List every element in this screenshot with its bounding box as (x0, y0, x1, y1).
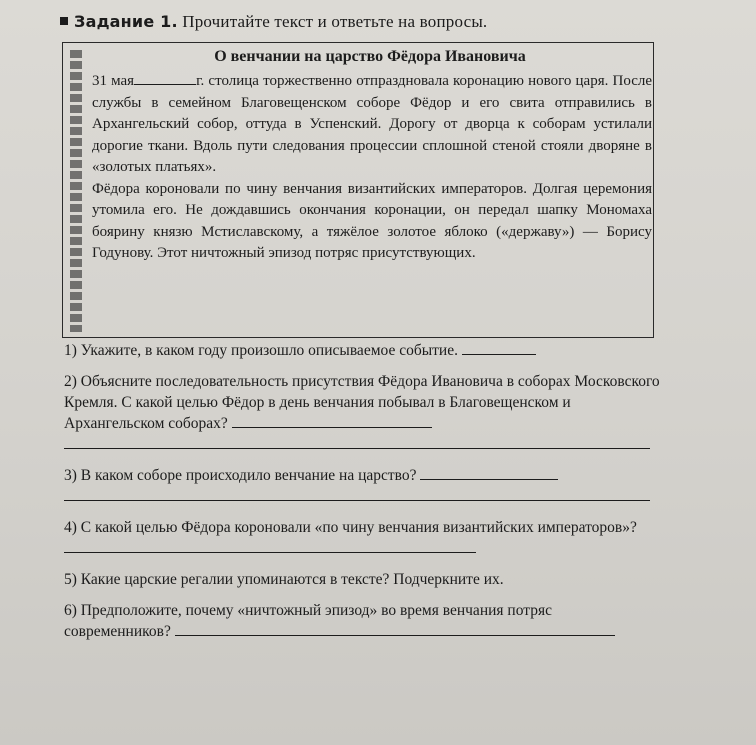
question-3 (64, 465, 662, 486)
frame-stripe-decoration (70, 50, 82, 332)
question-4-text: 4) С какой целью Фёдора короновали «по чину венчания византийских императоров»? (64, 519, 637, 536)
question-1-text: 1) Укажите, в каком году произошло описываемое событие. (64, 342, 458, 359)
task-instruction: Прочитайте текст и ответьте на вопросы. (182, 12, 488, 31)
question-1 (64, 340, 662, 361)
reading-paragraph-1-text: г. столица торжественно отпраздновала коронацию нового царя. После службы в семейном Благовещенском соборе Фёдор и его свита отправились в Архангельский собор, оттуда в Успенский. Дорогу от дворца к соборам устилали дорогие ткани. Вдоль пути следования процессии сплошной стеной стояли дворяне в «золотых платьях». (92, 73, 652, 175)
reading-title: О венчании на царство Фёдора Ивановича (214, 48, 526, 65)
answer-3-blank[interactable] (420, 465, 558, 480)
answer-6-blank[interactable] (175, 621, 615, 636)
question-5-text: 5) Какие царские регалии упоминаются в тексте? Подчеркните их. (64, 571, 504, 588)
answer-1-blank[interactable] (462, 340, 536, 355)
reading-paragraph-1 (92, 70, 652, 179)
question-5 (64, 569, 662, 590)
question-2 (64, 371, 662, 434)
year-blank[interactable] (134, 70, 196, 85)
question-2-text: 2) Объясните последовательность присутствия Фёдора Ивановича в соборах Московского Кремля. С какой целью Фёдор в день венчания побывал в Благовещенском и Архангельском соборах? (64, 373, 660, 432)
question-6-text: 6) Предположите, почему «ничтожный эпизод» во время венчания потряс современников? (64, 602, 552, 640)
reading-date: 31 мая (92, 73, 135, 89)
answer-2-blank[interactable] (232, 413, 432, 428)
task-label: Задание 1. (74, 12, 178, 31)
answer-3-line[interactable] (64, 500, 650, 501)
reading-body (92, 70, 652, 265)
answer-4-blank[interactable] (64, 538, 476, 553)
bullet-square-icon (60, 17, 68, 25)
question-6 (64, 600, 662, 642)
task-header (60, 12, 487, 32)
question-3-text: 3) В каком соборе происходило венчание на царство? (64, 467, 417, 484)
reading-paragraph-2: Фёдора короновали по чину венчания византийских императоров. Долгая церемония утомила его. Не дождавшись окончания коронации, он передал шапку Мономаха боярину князю Мстиславскому, а тяжёлое золотое яблоко («державу») — Борису Годунову. Этот ничтожный эпизод потряс присутствующих. (92, 180, 652, 261)
question-4 (64, 517, 662, 559)
questions-list (64, 340, 662, 652)
answer-2-line[interactable] (64, 448, 650, 449)
